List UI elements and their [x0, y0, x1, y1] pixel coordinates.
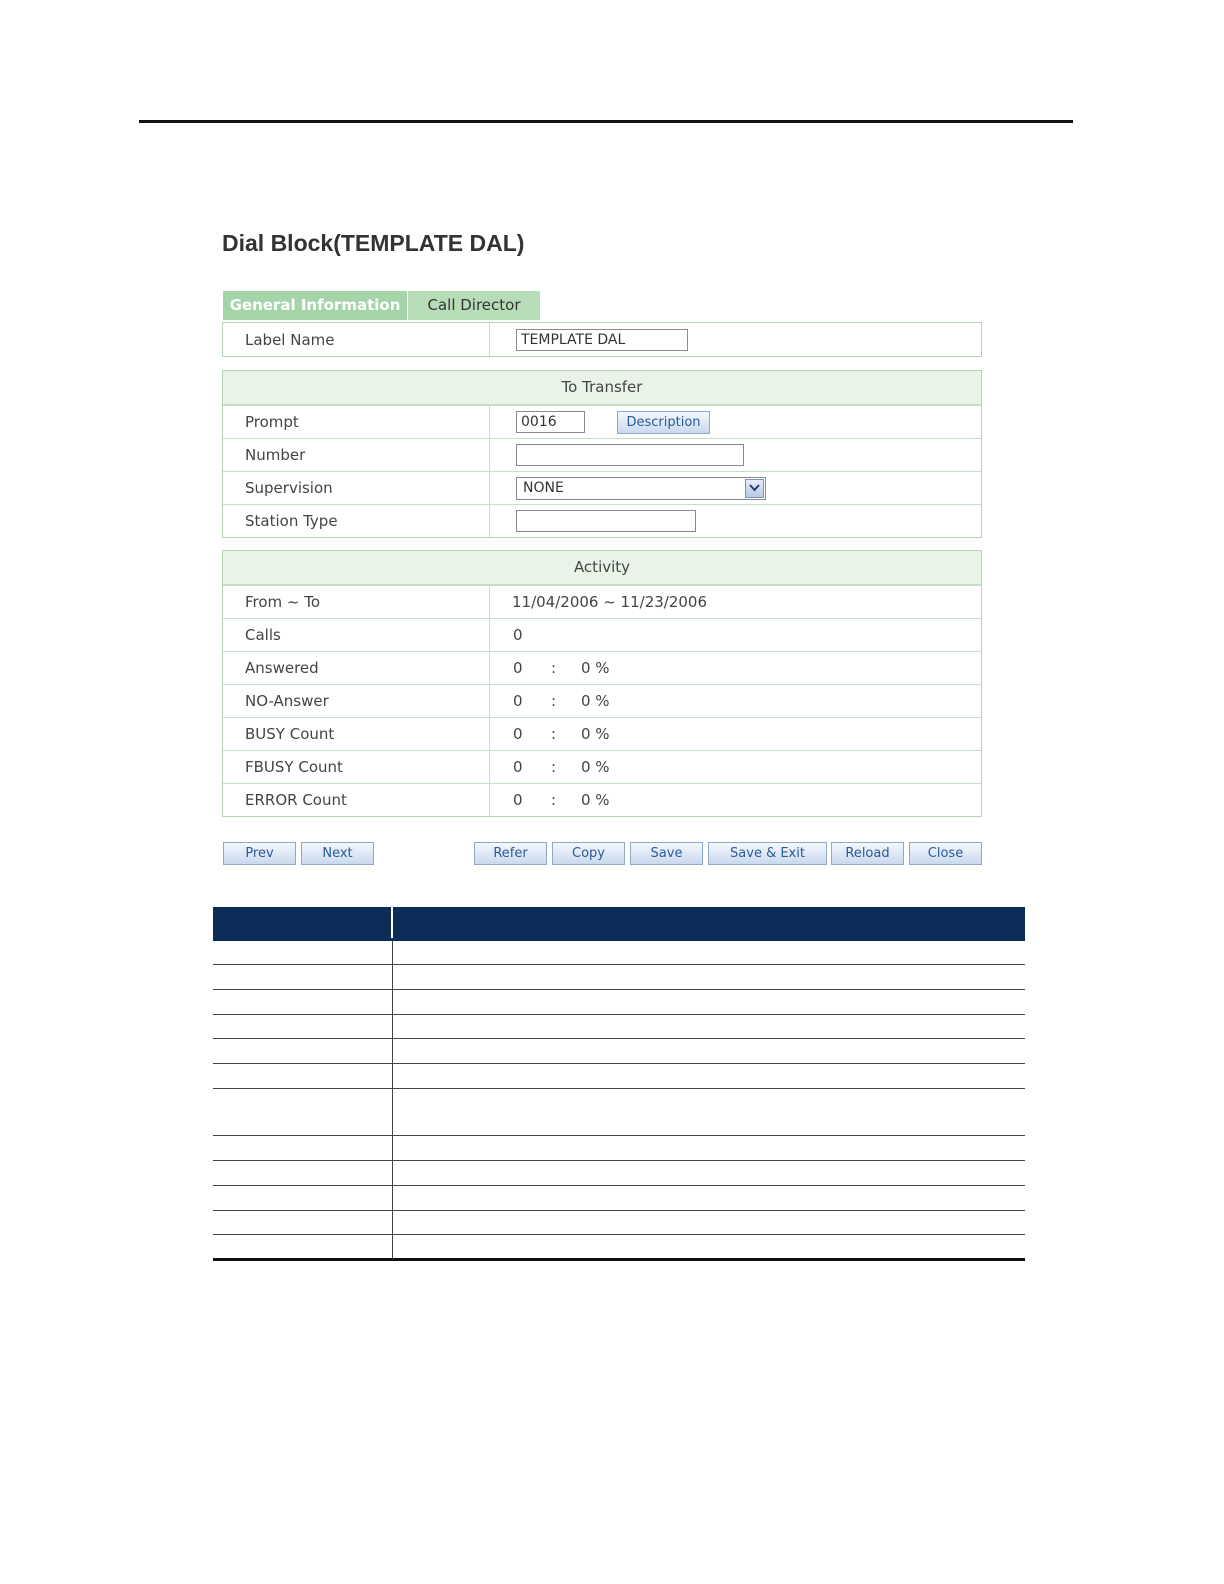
table-cell — [392, 965, 1025, 990]
activity-heading: Activity — [223, 551, 981, 585]
chevron-down-icon[interactable] — [745, 479, 764, 498]
stat-count: 0 — [513, 791, 523, 809]
table-header-row — [213, 907, 1025, 940]
stat-count: 0 — [513, 659, 523, 677]
stat-row-busy — [223, 717, 981, 750]
stat-separator: : — [551, 692, 557, 710]
transfer-panel — [222, 370, 982, 538]
reload-button[interactable]: Reload — [831, 842, 904, 865]
supervision-cell — [490, 472, 981, 504]
table-row — [213, 990, 1025, 1015]
table-cell — [213, 1039, 392, 1064]
stat-percent: 0 % — [581, 725, 610, 743]
description-button[interactable]: Description — [617, 411, 710, 434]
station-type-cell — [490, 505, 981, 537]
table-row — [213, 1064, 1025, 1089]
table-row — [213, 1211, 1025, 1235]
prompt-input[interactable] — [516, 411, 585, 433]
calls-label: Calls — [223, 619, 490, 651]
stat-value — [490, 718, 981, 750]
table-cell — [392, 990, 1025, 1015]
tab-bar — [223, 291, 540, 320]
table-cell — [213, 1089, 392, 1136]
prompt-row — [223, 405, 981, 438]
table-cell — [392, 1064, 1025, 1089]
table-cell — [392, 1161, 1025, 1186]
stat-percent: 0 % — [581, 791, 610, 809]
stat-row-fbusy — [223, 750, 981, 783]
stat-percent: 0 % — [581, 758, 610, 776]
table-cell — [392, 1039, 1025, 1064]
copy-button[interactable]: Copy — [552, 842, 625, 865]
table-cell — [213, 1211, 392, 1235]
table-cell — [392, 1211, 1025, 1235]
table-cell — [392, 1186, 1025, 1211]
stat-separator: : — [551, 725, 557, 743]
station-type-input[interactable] — [516, 510, 696, 532]
table-row — [213, 1136, 1025, 1161]
table-row — [213, 940, 1025, 965]
stat-separator: : — [551, 659, 557, 677]
stat-label: Answered — [223, 652, 490, 684]
stat-label: ERROR Count — [223, 784, 490, 816]
stat-separator: : — [551, 758, 557, 776]
table-header-cell — [213, 907, 392, 940]
calls-value: 0 — [513, 626, 523, 644]
table-cell — [392, 1235, 1025, 1260]
stat-row-answered — [223, 651, 981, 684]
stat-label: BUSY Count — [223, 718, 490, 750]
table-row — [213, 1235, 1025, 1260]
from-to-value: 11/04/2006 ~ 11/23/2006 — [512, 593, 708, 611]
table-cell — [392, 1136, 1025, 1161]
next-button[interactable]: Next — [301, 842, 374, 865]
table-row — [213, 1186, 1025, 1211]
prompt-label: Prompt — [223, 406, 490, 438]
supervision-row — [223, 471, 981, 504]
table-row — [213, 1089, 1025, 1136]
table-cell — [213, 940, 392, 965]
stat-value — [490, 784, 981, 816]
label-name-label: Label Name — [223, 323, 490, 356]
tab-call-director[interactable]: Call Director — [408, 291, 540, 320]
stat-value — [490, 685, 981, 717]
refer-button[interactable]: Refer — [474, 842, 547, 865]
table-cell — [213, 965, 392, 990]
supervision-label: Supervision — [223, 472, 490, 504]
page-title: Dial Block(TEMPLATE DAL) — [222, 230, 525, 256]
top-rule — [139, 120, 1073, 123]
table-row — [213, 1161, 1025, 1186]
prev-button[interactable]: Prev — [223, 842, 296, 865]
tab-general-information[interactable]: General Information — [223, 291, 408, 320]
save-button[interactable]: Save — [630, 842, 703, 865]
calls-row — [223, 618, 981, 651]
table-cell — [213, 990, 392, 1015]
transfer-heading: To Transfer — [223, 371, 981, 405]
supervision-selected-value: NONE — [523, 480, 564, 496]
stat-value — [490, 751, 981, 783]
stat-percent: 0 % — [581, 659, 610, 677]
table-cell — [213, 1136, 392, 1161]
label-name-cell — [490, 323, 981, 356]
supervision-select[interactable] — [516, 477, 766, 500]
label-name-row — [223, 323, 981, 356]
stat-label: FBUSY Count — [223, 751, 490, 783]
number-cell — [490, 439, 981, 471]
table-cell — [392, 1089, 1025, 1136]
from-to-label: From ~ To — [223, 586, 490, 618]
station-type-row — [223, 504, 981, 537]
number-row — [223, 438, 981, 471]
number-input[interactable] — [516, 444, 744, 466]
stat-count: 0 — [513, 692, 523, 710]
table-row — [213, 965, 1025, 990]
table-cell — [392, 940, 1025, 965]
table-header-cell — [392, 907, 1025, 940]
description-table — [213, 907, 1025, 1261]
table-cell — [213, 1235, 392, 1260]
close-button[interactable]: Close — [909, 842, 982, 865]
general-panel — [222, 322, 982, 357]
stat-separator: : — [551, 791, 557, 809]
table-cell — [213, 1161, 392, 1186]
activity-panel — [222, 550, 982, 817]
table-cell — [213, 1064, 392, 1089]
table-row — [213, 1015, 1025, 1039]
stat-row-error — [223, 783, 981, 816]
stat-row-no-answer — [223, 684, 981, 717]
from-to-row — [223, 585, 981, 618]
stat-percent: 0 % — [581, 692, 610, 710]
table-cell — [392, 1015, 1025, 1039]
save-exit-button[interactable]: Save & Exit — [708, 842, 827, 865]
table-cell — [213, 1186, 392, 1211]
station-type-label: Station Type — [223, 505, 490, 537]
stat-label: NO-Answer — [223, 685, 490, 717]
stat-value — [490, 652, 981, 684]
table-cell — [213, 1015, 392, 1039]
label-name-input[interactable] — [516, 329, 688, 351]
stat-count: 0 — [513, 725, 523, 743]
number-label: Number — [223, 439, 490, 471]
stat-count: 0 — [513, 758, 523, 776]
table-row — [213, 1039, 1025, 1064]
prompt-cell — [490, 406, 981, 438]
